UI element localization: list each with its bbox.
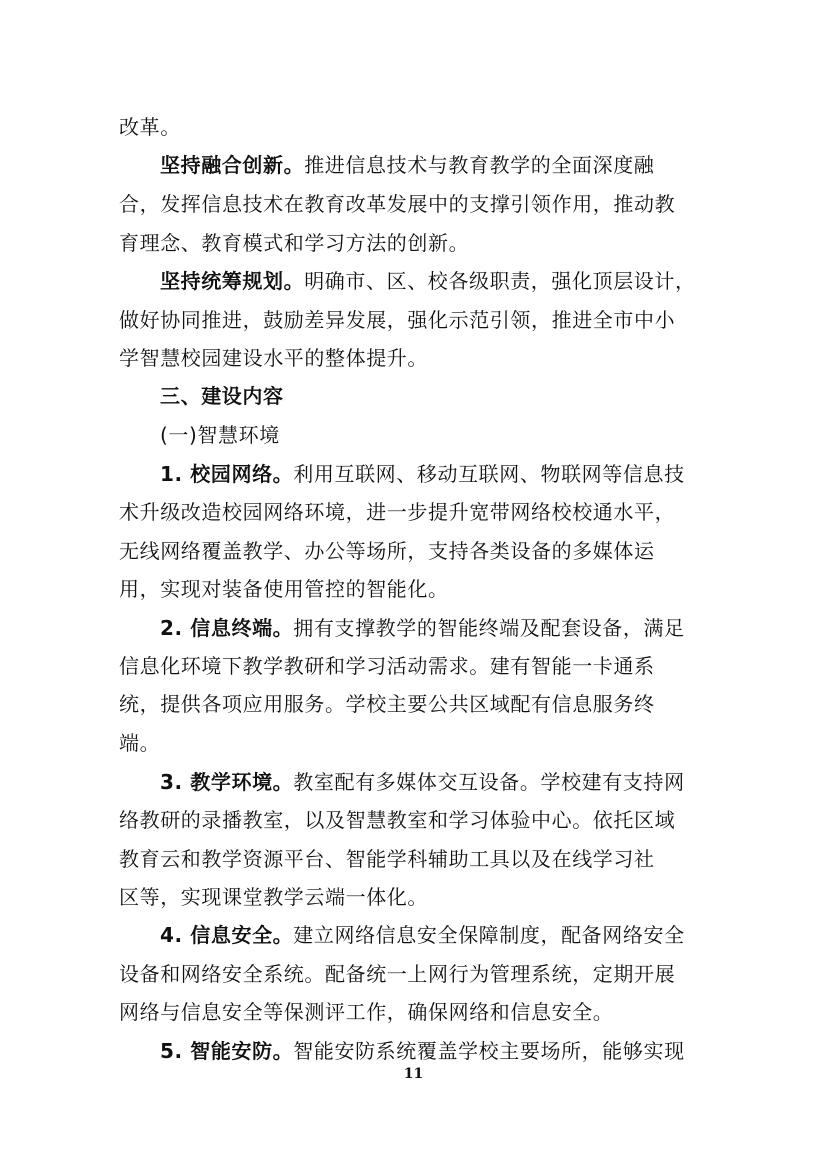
section-heading: 三、建设内容 [160,384,284,408]
paragraph-lead: 2. 信息终端。 [160,616,294,640]
paragraph-heading-line: 3. 教学环境。教室配有多媒体交互设备。学校建有支持网 [160,770,685,794]
text-line: 合，发挥信息技术在教育改革发展中的支撑引领作用，推动教 [119,192,676,216]
paragraph-heading-line: 2. 信息终端。拥有支撑教学的智能终端及配套设备，满足 [160,616,685,640]
paragraph-heading-line: 坚持融合创新。推进信息技术与教育教学的全面深度融 [160,153,655,177]
paragraph-lead: 坚持融合创新。 [160,153,305,177]
paragraph-heading-line: 坚持统筹规划。明确市、区、校各级职责，强化顶层设计， [160,269,696,293]
paragraph-lead: 坚持统筹规划。 [160,269,305,293]
text-line: 育理念、教育模式和学习方法的创新。 [119,231,470,255]
paragraph-lead: 3. 教学环境。 [160,770,294,794]
text-line: 用，实现对装备使用管控的智能化。 [119,577,449,601]
text-line: 学智慧校园建设水平的整体提升。 [119,346,428,370]
text-line: 信息化环境下教学教研和学习活动需求。建有智能一卡通系 [119,654,655,678]
text-line: 改革。 [119,115,181,139]
text-line: 网络与信息安全等保测评工作，确保网络和信息安全。 [119,1000,614,1024]
paragraph-lead: 4. 信息安全。 [160,923,294,947]
text-line: 做好协同推进，鼓励差异发展，强化示范引领，推进全市中小 [119,308,676,332]
text-line: 端。 [119,731,161,755]
text-line: 区等，实现课堂教学云端一体化。 [119,885,428,909]
paragraph-heading-line: 5. 智能安防。智能安防系统覆盖学校主要场所，能够实现 [160,1039,685,1063]
text-line: 络教研的录播教室，以及智慧教室和学习体验中心。依托区域 [119,808,676,832]
text-line: 设备和网络安全系统。配备统一上网行为管理系统，定期开展 [119,962,676,986]
paragraph-lead: 5. 智能安防。 [160,1039,294,1063]
text-line: 教育云和教学资源平台、智能学科辅助工具以及在线学习社 [119,847,655,871]
text-line: 无线网络覆盖教学、办公等场所，支持各类设备的多媒体运 [119,539,655,563]
page-number: 11 [403,1066,424,1082]
paragraph-heading-line: 4. 信息安全。建立网络信息安全保障制度，配备网络安全 [160,923,685,947]
paragraph-lead: 1. 校园网络。 [160,462,294,486]
paragraph-heading-line: 1. 校园网络。利用互联网、移动互联网、物联网等信息技 [160,462,685,486]
text-line: 术升级改造校园网络环境，进一步提升宽带网络校校通水平， [119,500,676,524]
text-line: 统，提供各项应用服务。学校主要公共区域配有信息服务终 [119,692,655,716]
subsection-heading: (一)智慧环境 [160,423,280,447]
